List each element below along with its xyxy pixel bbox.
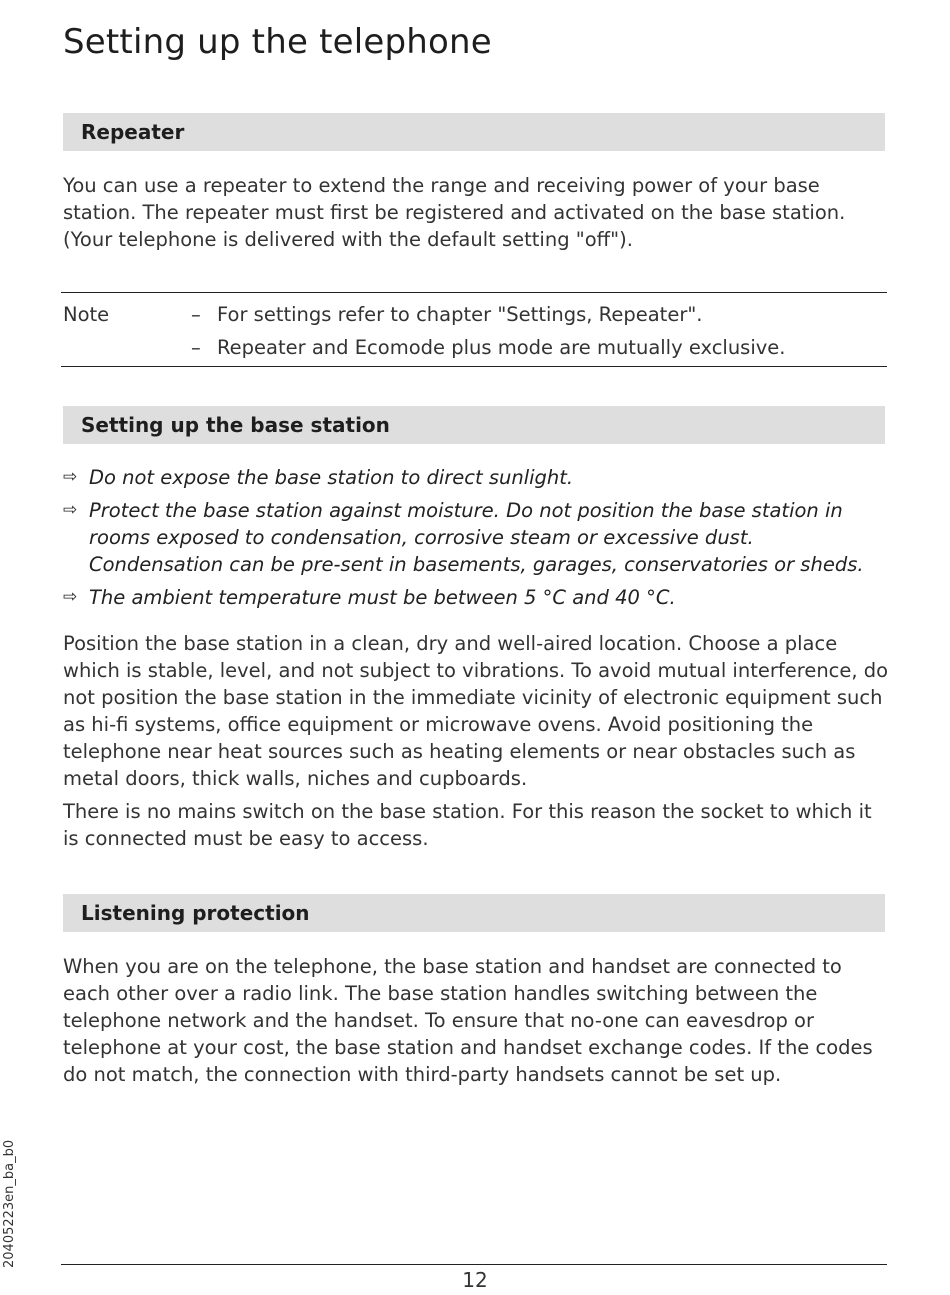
list-item — [63, 497, 893, 578]
note-item — [191, 334, 786, 361]
list-item — [63, 464, 893, 491]
base-station-paragraph: Position the base station in a clean, dry and well-aired location. Choose a place which is stable, level, and not subject to vibrations. To avoid mutual interference, do not position the base station in the immediate vicinity of electronic equipment such as hi-fi systems, office equipment or microwave ovens. Avoid positioning the telephone near heat sources such as heating elements or near obstacles such as metal doors, thick walls, niches and cupboards. — [63, 632, 889, 790]
note-item-text: Repeater and Ecomode plus mode are mutually exclusive. — [217, 336, 786, 359]
bullet-text: The ambient temperature must be between 5 °C and 40 °C. — [89, 586, 676, 609]
repeater-text: You can use a repeater to extend the range and receiving power of your base station. The repeater must first be registered and activated on the base station. (Your telephone is delivered with the default setting "off"). — [63, 174, 846, 251]
list-item — [63, 584, 893, 611]
note-label: Note — [63, 303, 110, 326]
listening-text: When you are on the telephone, the base station and handset are connected to each other over a radio link. The base station handles switching between the telephone network and the handset. To ensure that no-one can eavesdrop or telephone at your cost, the base station and handset exchange codes. If the codes do not match, the connection with third-party handsets cannot be set up. — [63, 955, 873, 1086]
arrow-right-icon: ⇨ — [63, 587, 78, 607]
page-title: Setting up the telephone — [63, 22, 492, 62]
note-box — [61, 292, 887, 367]
bullet-text: Protect the base station against moisture. Do not position the base station in rooms exposed to condensation, corrosive steam or excessive dust. Condensation can be pre-sent in basements, garages, conservatories or sheds. — [89, 499, 864, 576]
bullet-text: Do not expose the base station to direct sunlight. — [89, 466, 574, 489]
note-item — [191, 301, 703, 328]
page-number: 12 — [462, 1268, 488, 1292]
dash-icon: – — [191, 336, 201, 359]
document-code: 20405223en_ba_b0 — [2, 1139, 17, 1268]
arrow-right-icon: ⇨ — [63, 500, 78, 520]
base-station-bullets — [63, 464, 893, 617]
note-item-text: For settings refer to chapter "Settings, Repeater". — [217, 303, 703, 326]
base-station-heading: Setting up the base station — [63, 406, 885, 444]
arrow-right-icon: ⇨ — [63, 467, 78, 487]
repeater-heading: Repeater — [63, 113, 885, 151]
listening-heading: Listening protection — [63, 894, 885, 932]
base-station-paragraph: There is no mains switch on the base station. For this reason the socket to which it is connected must be easy to access. — [63, 800, 872, 850]
dash-icon: – — [191, 303, 201, 326]
footer-divider — [61, 1264, 887, 1265]
